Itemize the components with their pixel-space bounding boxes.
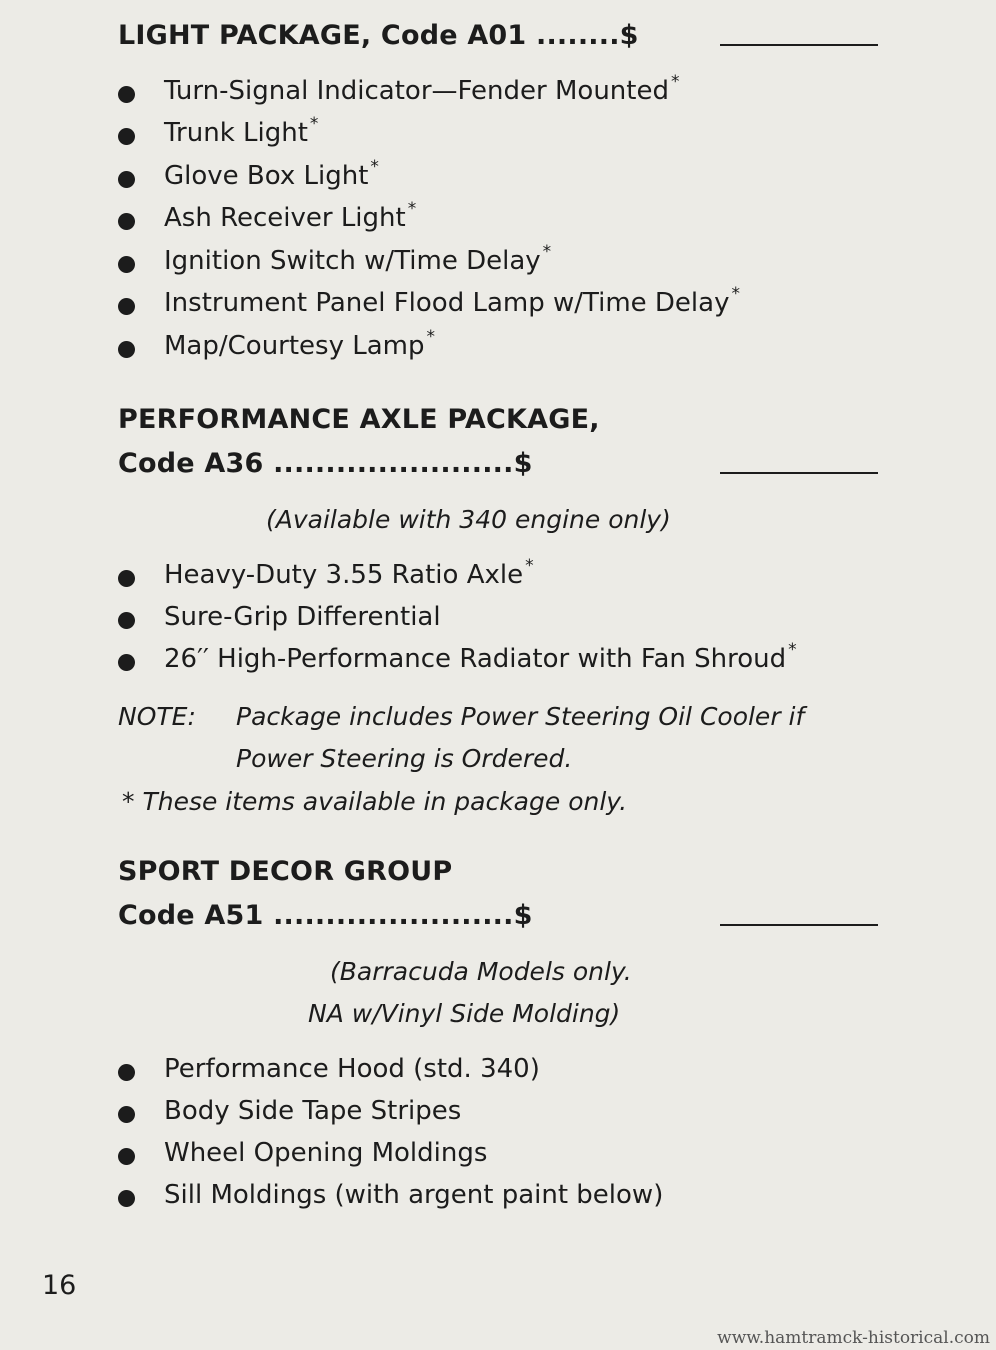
item-text: Heavy-Duty 3.55 Ratio Axle: [164, 560, 524, 590]
light-package-price-blank: [720, 44, 878, 46]
bullet-icon: [118, 256, 135, 273]
item-text: Instrument Panel Flood Lamp w/Time Delay: [164, 288, 730, 318]
bullet-icon: [118, 1148, 135, 1165]
light-package-heading: [118, 20, 639, 51]
item-text: 26′′ High-Performance Radiator with Fan Shroud: [164, 644, 787, 674]
item-text: Wheel Opening Moldings: [164, 1138, 488, 1168]
footnote: * These items available in package only.: [122, 787, 628, 816]
item-text: Ash Receiver Light: [164, 203, 406, 233]
bullet-icon: [118, 1064, 135, 1081]
sport-decor-price-blank: [720, 924, 878, 926]
asterisk: *: [525, 556, 534, 576]
item-text: Ignition Switch w/Time Delay: [164, 246, 541, 276]
watermark: www.hamtramck-historical.com: [717, 1328, 990, 1348]
item-text: Performance Hood (std. 340): [164, 1054, 540, 1084]
item-text: Sill Moldings (with argent paint below): [164, 1180, 664, 1210]
item-text: Turn-Signal Indicator—Fender Mounted: [164, 76, 669, 106]
asterisk: *: [407, 199, 417, 219]
axle-package-price-blank: [720, 472, 878, 474]
item-text: Sure-Grip Differential: [164, 602, 441, 632]
note-label: NOTE:: [118, 702, 196, 731]
asterisk: *: [731, 284, 740, 304]
sport-decor-heading: SPORT DECOR GROUP: [118, 856, 453, 887]
bullet-icon: [118, 171, 135, 188]
bullet-icon: [118, 1106, 135, 1123]
note-line-2: Power Steering is Ordered.: [236, 744, 573, 773]
asterisk: *: [426, 327, 435, 347]
light-package-heading-text: LIGHT PACKAGE, Code A01 ........$: [118, 20, 639, 51]
bullet-icon: [118, 86, 135, 103]
page-number: 16: [42, 1270, 77, 1301]
bullet-icon: [118, 341, 135, 358]
axle-package-code: Code A36 .......................$: [118, 448, 533, 479]
asterisk: *: [370, 157, 379, 177]
sport-decor-availability-1: (Barracuda Models only.: [330, 957, 632, 986]
axle-package-heading: PERFORMANCE AXLE PACKAGE,: [118, 404, 600, 435]
asterisk: *: [309, 114, 319, 134]
sport-decor-code: Code A51 .......................$: [118, 900, 533, 931]
bullet-icon: [118, 298, 135, 315]
bullet-icon: [118, 128, 135, 145]
item-text: Glove Box Light: [164, 161, 369, 191]
sport-decor-availability-2: NA w/Vinyl Side Molding): [308, 999, 621, 1028]
note-line-1: Package includes Power Steering Oil Cooler if: [236, 702, 805, 731]
bullet-icon: [118, 570, 135, 587]
item-text: Body Side Tape Stripes: [164, 1096, 462, 1126]
bullet-icon: [118, 1190, 135, 1207]
item-text: Map/Courtesy Lamp: [164, 331, 425, 361]
axle-availability-note: (Available with 340 engine only): [266, 505, 671, 534]
asterisk: *: [670, 72, 680, 92]
asterisk: *: [788, 640, 797, 660]
asterisk: *: [542, 242, 552, 262]
bullet-icon: [118, 654, 135, 671]
bullet-icon: [118, 612, 135, 629]
item-text: Trunk Light: [164, 118, 308, 148]
bullet-icon: [118, 213, 135, 230]
